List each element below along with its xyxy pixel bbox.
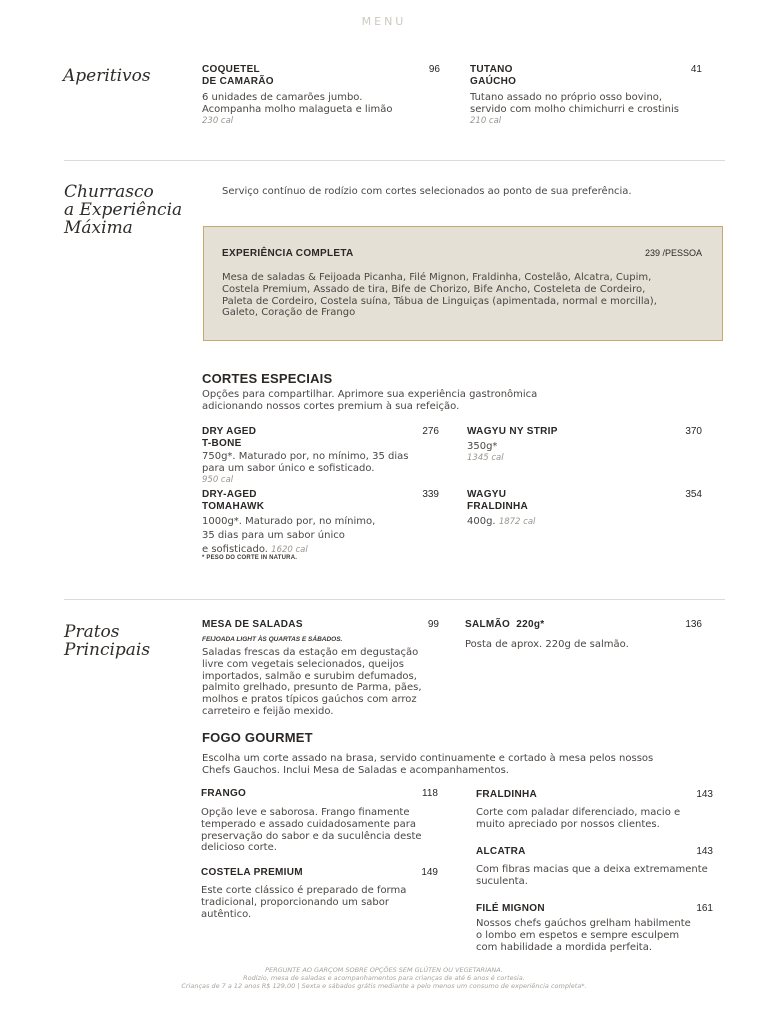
menu-item-alcatra (476, 846, 713, 888)
menu-item-coquetel (202, 64, 440, 126)
section-title-pratos-principais: Pratos Principais (64, 622, 151, 660)
item-description: 750g*. Maturado por, no mínimo, 35 dias para um sabor único e sofisticado. (202, 451, 409, 474)
item-price: 354 (685, 489, 702, 500)
item-name: EXPERIÊNCIA COMPLETA (222, 248, 354, 259)
item-name: DRY AGED T-BONE (202, 426, 257, 449)
feijoada-note: FEIJOADA LIGHT ÀS QUARTAS E SÁBADOS. (202, 636, 343, 643)
menu-item-wagyu-ny-strip (467, 426, 702, 463)
item-price: 41 (690, 64, 702, 75)
churrasco-intro: Serviço contínuo de rodízio com cortes selecionados ao ponto de sua preferência. (222, 186, 632, 197)
item-description: Nossos chefs gaúchos grelham habilmente o lombo em espetos e sempre esculpem com habilidade a mordida perfeita. (476, 918, 691, 953)
item-price: 99 (427, 619, 439, 630)
menu-item-salmao (465, 619, 702, 651)
item-name: ALCATRA (476, 846, 526, 857)
item-price: 143 (696, 789, 713, 800)
item-price: 339 (422, 489, 439, 500)
item-price: 276 (422, 426, 439, 437)
item-price: 118 (422, 788, 438, 799)
item-description: Posta de aprox. 220g de salmão. (465, 639, 629, 650)
item-calories: 230 cal (202, 115, 234, 126)
item-description: Mesa de saladas & Feijoada Picanha, Filé Mignon, Fraldinha, Costelão, Alcatra, Cupim, Costela Premium, Assado de tira, Bife de Chorizo, Bife Ancho, Costeleta de Cordeiro, Paleta de Cordeiro, Costela suína, Tábua de Linguiças (apimentada, normal e morcilla), Galeto, Coração de Frango (222, 272, 657, 319)
menu-item-costela-premium (201, 867, 438, 920)
item-price: 143 (696, 846, 713, 857)
item-calories: 210 cal (470, 115, 502, 126)
item-description: Saladas frescas da estação em degustação livre com vegetais selecionados, queijos importados, salmão e surubim defumados, palmito grelhado, presunto de Parma, pães, molhos e pratos típicos gaúchos com arroz carreteiro e feijão mexido. (202, 647, 422, 717)
item-name: MESA DE SALADAS (202, 619, 303, 630)
menu-item-tutano (470, 64, 702, 126)
menu-item-dry-aged-tomahawk (202, 489, 439, 557)
cortes-intro: Opções para compartilhar. Aprimore sua experiência gastronômica adicionando nossos cortes premium à sua refeição. (202, 389, 538, 412)
menu-header: MENU (361, 15, 407, 28)
section-title-aperitivos: Aperitivos (63, 66, 151, 86)
footer-notes: PERGUNTE AO GARÇOM SOBRE OPÇÕES SEM GLÚTEN OU VEGETARIANA. Rodízio, mesa de saladas e acompanhamentos para crianças de até 6 anos é cortesia. Crianças de 7 a 12 anos R$ 129,00 | Sexta e sábados grátis mediante a pelo menos um consumo de experiência completa*. (181, 966, 587, 990)
experiencia-completa-box (203, 226, 723, 341)
section-divider (64, 599, 725, 600)
item-name: FRANGO (201, 788, 247, 799)
item-description: Tutano assado no próprio osso bovino, servido com molho chimichurri e crostinis (470, 92, 680, 115)
item-description: Opção leve e saborosa. Frango finamente temperado e assado cuidadosamente para preservação do sabor e da suculência deste delicioso corte. (201, 807, 422, 854)
item-price: 161 (696, 903, 713, 914)
menu-item-file-mignon (476, 903, 713, 953)
menu-item-mesa-de-saladas (202, 619, 439, 718)
item-name: FRALDINHA (476, 789, 538, 800)
item-name: TUTANO GAÚCHO (470, 64, 517, 87)
menu-item-dry-aged-tbone (202, 426, 439, 485)
item-price: 239 /PESSOA (644, 248, 702, 258)
item-description: Este corte clássico é preparado de forma tradicional, proporcionando um sabor autêntico. (201, 885, 407, 920)
item-price: 370 (685, 426, 702, 437)
item-name: COSTELA PREMIUM (201, 867, 303, 878)
item-name: SALMÃO 220g* (465, 619, 545, 630)
item-name: FILÉ MIGNON (476, 903, 545, 914)
item-calories: 1620 cal (271, 545, 308, 555)
item-description: 6 unidades de camarões jumbo. Acompanha molho malagueta e limão (202, 92, 393, 115)
item-price: 136 (685, 619, 702, 630)
item-name: WAGYU NY STRIP (467, 426, 558, 437)
section-divider (64, 160, 725, 161)
item-description: 1000g*. Maturado por, no mínimo, 35 dias para um sabor único e sofisticado. 1620 cal (202, 516, 376, 555)
fogo-gourmet-title: FOGO GOURMET (202, 730, 313, 745)
item-calories: 950 cal (202, 474, 234, 485)
item-calories: 1345 cal (467, 452, 504, 463)
item-calories: 1872 cal (498, 517, 536, 527)
item-description: 350g* (467, 441, 498, 452)
item-name: WAGYU FRALDINHA (467, 489, 529, 512)
item-description: 400g. 1872 cal (467, 516, 536, 527)
fogo-intro: Escolha um corte assado na brasa, servido continuamente e cortado à mesa pelos nossos Chefs Gauchos. Inclui Mesa de Saladas e acompanhamentos. (202, 753, 654, 776)
item-price: 149 (421, 867, 438, 878)
item-name: DRY-AGED TOMAHAWK (202, 489, 265, 512)
peso-note: * PESO DO CORTE IN NATURA. (202, 555, 298, 561)
item-description: Com fibras macias que a deixa extremamente suculenta. (476, 864, 708, 887)
item-description: Corte com paladar diferenciado, macio e muito apreciado por nossos clientes. (476, 807, 681, 830)
menu-item-fraldinha (476, 789, 713, 831)
menu-item-frango (201, 788, 438, 854)
menu-item-wagyu-fraldinha (467, 489, 702, 529)
item-name: COQUETEL DE CAMARÃO (202, 64, 274, 87)
item-price: 96 (428, 64, 440, 75)
cortes-especiais-title: CORTES ESPECIAIS (202, 371, 333, 386)
section-title-churrasco: Churrasco a Experiência Máxima (64, 182, 183, 238)
